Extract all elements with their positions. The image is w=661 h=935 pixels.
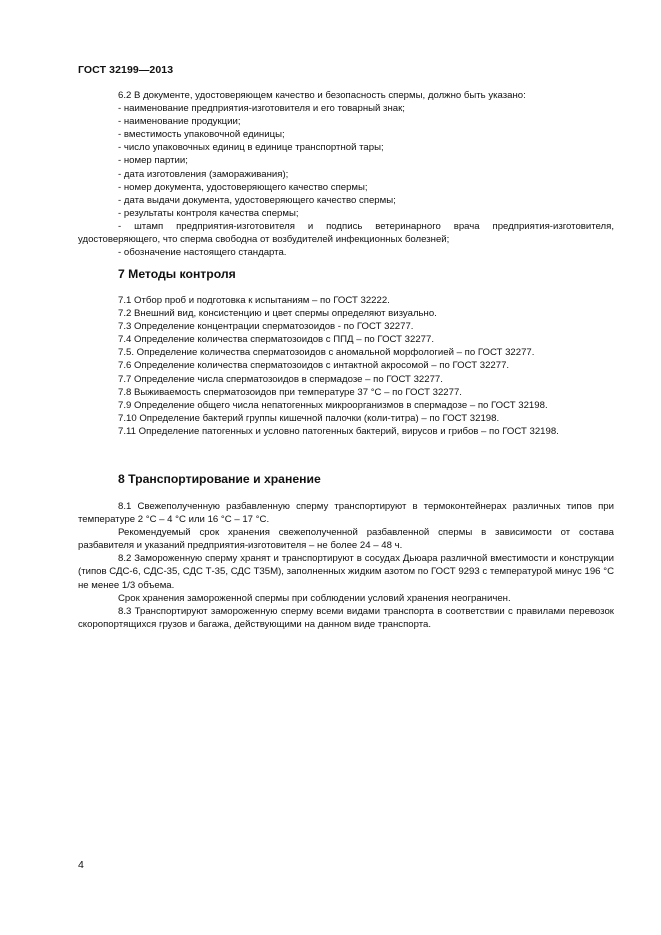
section-8 xyxy=(78,500,614,631)
list-item: - номер документа, удостоверяющего качество спермы; xyxy=(118,181,368,193)
list-item: - дата выдачи документа, удостоверяющего качество спермы; xyxy=(118,194,396,206)
section-7-title: 7 Методы контроля xyxy=(118,267,236,281)
list-item: - дата изготовления (замораживания); xyxy=(118,168,289,180)
list-item: - наименование предприятия-изготовителя и его товарный знак; xyxy=(118,103,405,115)
document-code-header: ГОСТ 32199—2013 xyxy=(78,64,174,76)
list-item: 7.10 Определение бактерий группы кишечной палочки (коли-титра) – по ГОСТ 32198. xyxy=(118,412,500,424)
paragraph: 8.2 Замороженную сперму хранят и транспортируют в сосудах Дьюара различной вместимости и конструкции (типов СДС-6, СДС-35, СДС Т-35, СДС Т35М), заполненных жидким азотом по ГОСТ 9293 с температурой минус 196 °С не менее 1/3 объема. xyxy=(78,553,614,591)
list-item: - обозначение настоящего стандарта. xyxy=(118,247,287,259)
paragraph: 8.1 Свежеполученную разбавленную сперму транспортируют в термоконтейнерах различных типов при температуре 2 °С – 4 °С или 16 °С – 17 °С. xyxy=(78,501,614,526)
section-6-2 xyxy=(78,89,614,259)
list-item: - наименование продукции; xyxy=(118,116,241,128)
list-item: - вместимость упаковочной единицы; xyxy=(118,129,285,141)
paragraph: Рекомендуемый срок хранения свежеполученной разбавленной спермы в зависимости от состава разбавителя и указаний предприятия-изготовителя – не более 24 – 48 ч. xyxy=(78,527,614,552)
section-6-2-intro: 6.2 В документе, удостоверяющем качество и безопасность спермы, должно быть указано: xyxy=(118,90,526,101)
paragraph: Срок хранения замороженной спермы при соблюдении условий хранения неограничен. xyxy=(118,592,511,604)
page-number: 4 xyxy=(78,859,84,871)
section-7 xyxy=(78,294,614,438)
list-item: - число упаковочных единиц в единице транспортной тары; xyxy=(118,142,384,154)
list-item: 7.1 Отбор проб и подготовка к испытаниям – по ГОСТ 32222. xyxy=(118,295,390,306)
list-item: 7.4 Определение количества сперматозоидов с ППД – по ГОСТ 32277. xyxy=(118,334,435,346)
list-item: - результаты контроля качества спермы; xyxy=(118,207,299,219)
list-item: 7.6 Определение количества сперматозоидов с интактной акросомой – по ГОСТ 32277. xyxy=(118,360,510,372)
list-item: 7.8 Выживаемость сперматозоидов при температуре 37 °С – по ГОСТ 32277. xyxy=(118,386,462,398)
list-item: 7.2 Внешний вид, консистенцию и цвет спермы определяют визуально. xyxy=(118,308,437,320)
list-item: - номер партии; xyxy=(118,155,188,167)
list-item: 7.3 Определение концентрации сперматозоидов - по ГОСТ 32277. xyxy=(118,321,414,333)
list-item: - штамп предприятия-изготовителя и подпись ветеринарного врача предприятия-изготовителя, удостоверяющего, что сперма свободна от возбудителей инфекционных болезней; xyxy=(78,220,614,246)
list-item: 7.9 Определение общего числа непатогенных микроорганизмов в спермадозе – по ГОСТ 32198. xyxy=(118,399,548,411)
list-item: 7.11 Определение патогенных и условно патогенных бактерий, вирусов и грибов – по ГОСТ 32198. xyxy=(118,425,559,437)
list-item: 7.5. Определение количества сперматозоидов с аномальной морфологией – по ГОСТ 32277. xyxy=(118,347,535,359)
section-8-title: 8 Транспортирование и хранение xyxy=(118,472,321,486)
list-item: 7.7 Определение числа сперматозоидов в спермадозе – по ГОСТ 32277. xyxy=(118,373,443,385)
paragraph: 8.3 Транспортируют замороженную сперму всеми видами транспорта в соответствии с правилами перевозок скоропортящихся грузов и багажа, действующими на данном виде транспорта. xyxy=(78,605,614,630)
section-8-heading-block xyxy=(78,473,614,486)
section-7-heading-block xyxy=(78,268,614,281)
